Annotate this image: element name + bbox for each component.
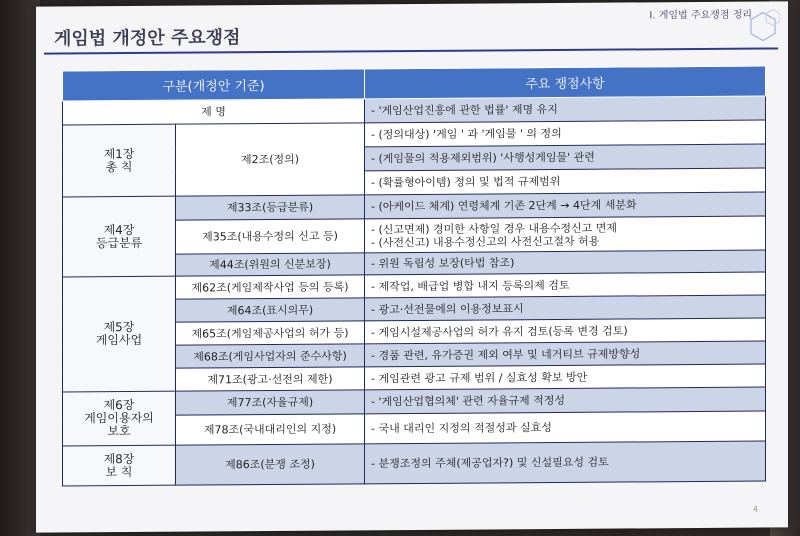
- chapter6-issue-1: - '게임산업협의체' 관련 자율규제 적정성: [365, 387, 766, 414]
- page-number: 4: [752, 504, 758, 514]
- chapter4-issue-2-line-1: - (신고면제) 경미한 사항일 경우 내용수정신고 면제: [371, 221, 618, 236]
- presentation-slide: [36, 1, 788, 532]
- chapter6-issue-2: - 국내 대리인 지정의 적절성과 실효성: [365, 411, 766, 444]
- header-issues: 주요 쟁점사항: [365, 66, 766, 99]
- chapter1-number: 제1장: [103, 146, 135, 161]
- chapter5-number: 제5장: [103, 319, 135, 335]
- row-title-issue: - '게임산업진흥에 관한 법률' 제명 유지: [365, 96, 766, 123]
- chapter4-issue-1: - (아케이드 체계) 연령체계 기존 2단계 → 4단계 세분화: [365, 192, 766, 219]
- chapter5-article-4: 제68조(게임사업자의 준수사항): [176, 344, 365, 368]
- header-category: 구분(개정안 기준): [63, 69, 365, 101]
- chapter6-cell: [63, 391, 176, 446]
- chapter5-article-1: 제62조(게임제작사업 등의 등록): [176, 275, 365, 299]
- chapter5-issue-4: - 경품 관련, 유가증권 제외 여부 및 네거티브 규제방향성: [365, 341, 766, 367]
- hexagon-decoration-icon: [746, 9, 780, 43]
- chapter5-name: 게임사업: [95, 332, 143, 348]
- row-title-label: 제 명: [63, 99, 365, 125]
- chapter8-issue: - 분쟁조정의 주체(제공업자?) 및 신설필요성 검토: [365, 441, 766, 484]
- chapter1-name: 총 칙: [105, 159, 133, 174]
- chapter1-issue-1: - (정의대상) '게임 ' 과 '게임물 ' 의 정의: [365, 120, 766, 147]
- chapter4-issue-2-line-2: - (사전신고) 내용수정신고의 사전신고절차 허용: [371, 234, 600, 249]
- chapter4-issue-3: - 위원 독립성 보장(타법 참조): [365, 250, 766, 275]
- chapter4-cell: [63, 196, 176, 277]
- table-row: [63, 441, 766, 486]
- chapter8-article: 제86조(분쟁 조정): [176, 444, 365, 485]
- chapter4-article-3: 제44조(위원의 신분보장): [176, 253, 365, 276]
- chapter8-number: 제8장: [103, 451, 135, 466]
- slide-title: 게임법 개정안 주요쟁점: [54, 27, 241, 50]
- chapter1-issue-3: - (확률형아이템) 정의 및 법적 규제범위: [365, 168, 766, 195]
- issues-table: [62, 66, 766, 487]
- chapter5-issue-2: - 광고·선전물에의 이용정보표시: [365, 295, 766, 321]
- chapter1-cell: [63, 124, 176, 197]
- chapter1-article: 제2조(정의): [176, 123, 365, 196]
- chapter6-name-line-2: 보호: [107, 423, 131, 439]
- chapter5-issue-5: - 게임관련 광고 규제 범위 / 실효성 확보 방안: [365, 364, 766, 390]
- chapter4-issue-2: [365, 216, 766, 253]
- chapter6-number: 제6장: [103, 397, 135, 413]
- chapter5-cell: [63, 276, 176, 392]
- chapter6-article-2: 제78조(국내대리인의 지정): [176, 414, 365, 445]
- chapter8-name: 보 칙: [105, 464, 133, 479]
- chapter8-cell: [63, 445, 176, 486]
- chapter5-article-5: 제71조(광고·선전의 제한): [176, 367, 365, 391]
- chapter5-issue-3: - 게임시설제공사업의 허가 유지 검토(등록 변경 검토): [365, 318, 766, 344]
- chapter4-article-2: 제35조(내용수정의 신고 등): [176, 219, 365, 254]
- chapter5-issue-1: - 제작업, 배급업 병합 내지 등록의제 검토: [365, 272, 766, 298]
- section-tag: Ⅰ. 게임법 주요쟁점 정리: [649, 9, 752, 22]
- chapter6-article-1: 제77조(자율규제): [176, 390, 365, 415]
- chapter5-article-2: 제64조(표시의무): [176, 298, 365, 322]
- chapter4-article-1: 제33조(등급분류): [176, 195, 365, 220]
- projector-screen-edge-left: [0, 0, 40, 536]
- chapter5-article-3: 제65조(게임제공사업의 허가 등): [176, 321, 365, 345]
- chapter1-issue-2: - (게임물의 적용제외범위) '사행성게임물' 관련: [365, 144, 766, 171]
- table-header-row: [63, 66, 766, 101]
- chapter4-name: 등급분류: [95, 235, 143, 250]
- chapter4-number: 제4장: [103, 222, 135, 237]
- chapter6-name-line-1: 게임이용자의: [84, 410, 154, 426]
